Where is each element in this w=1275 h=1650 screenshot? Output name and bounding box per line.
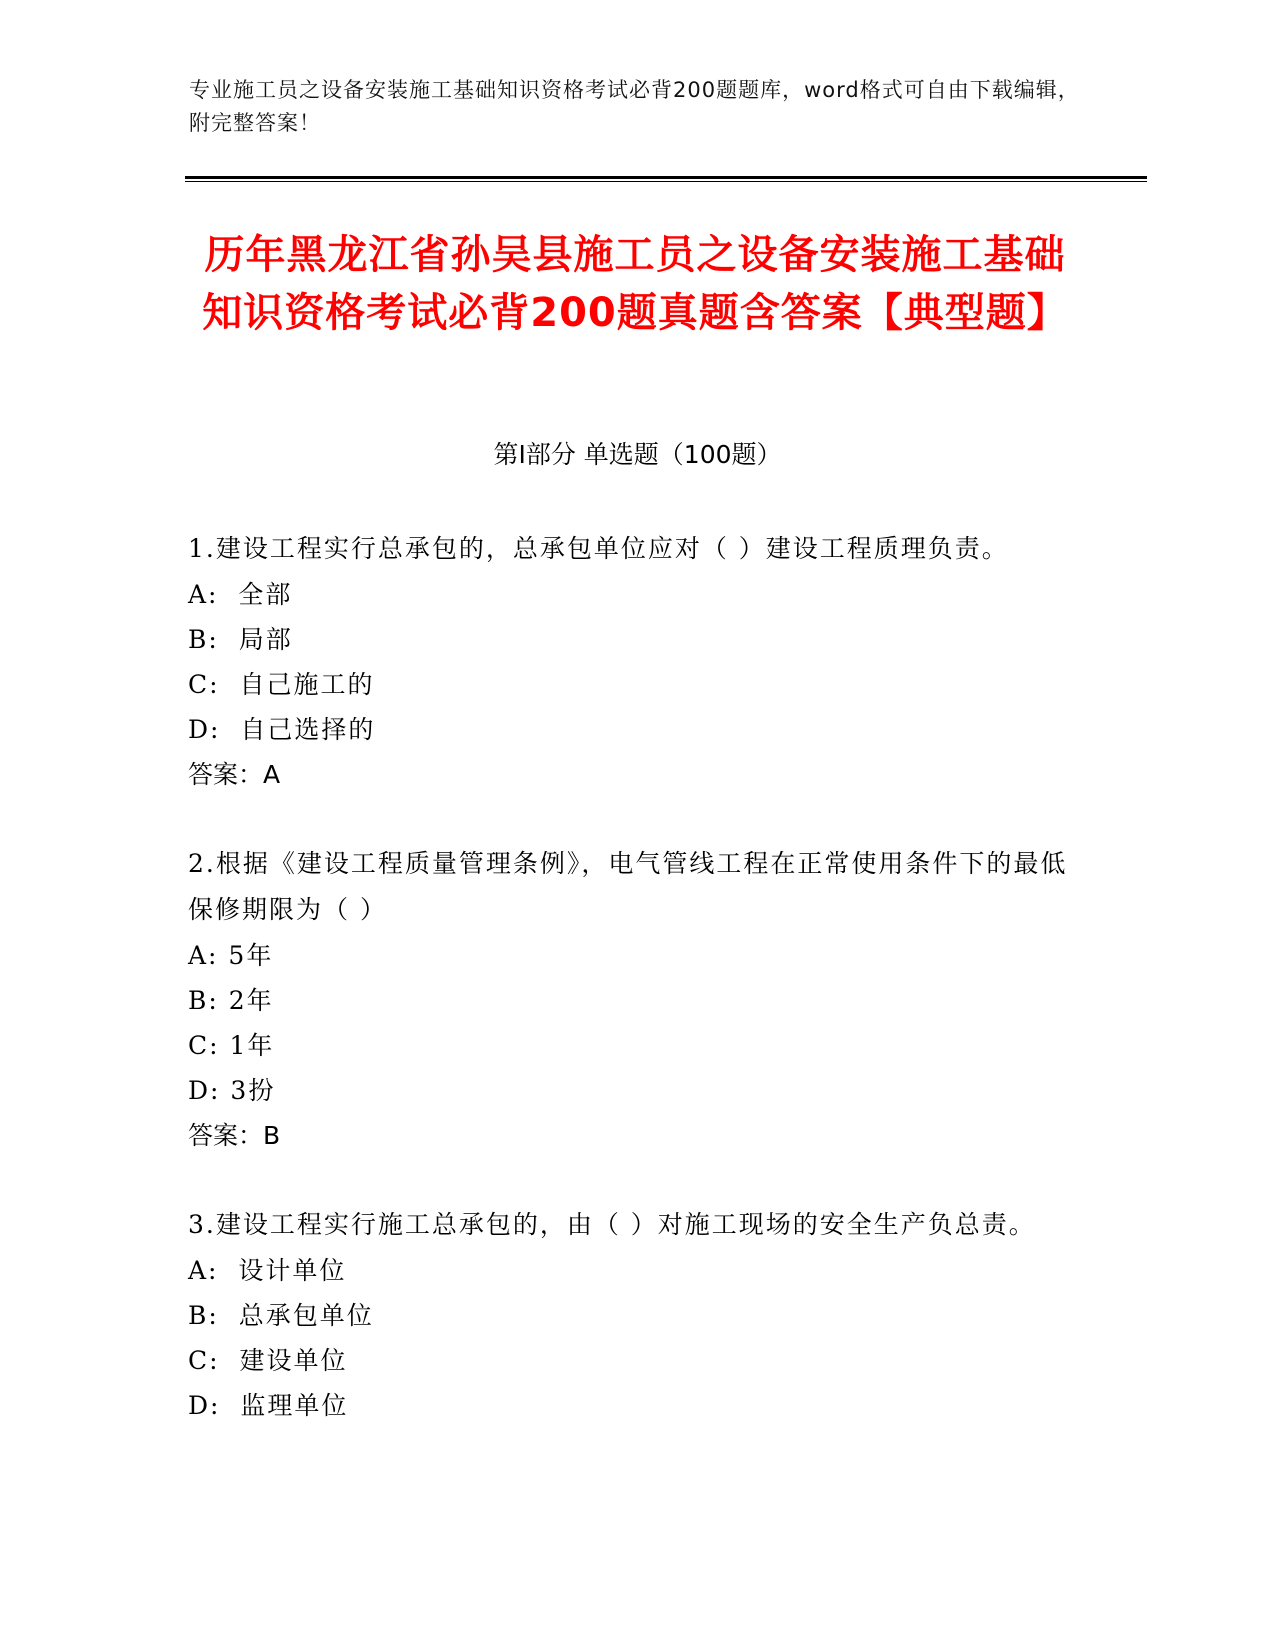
- option-d: D: 自己选择的: [188, 715, 376, 744]
- header-note: 专业施工员之设备安装施工基础知识资格考试必背200题题库，word格式可自由下载编辑，附完整答案！: [189, 78, 1080, 135]
- header-divider: [185, 176, 1147, 179]
- question-list: [188, 526, 1078, 1472]
- header-divider-thin: [185, 181, 1147, 182]
- answer: 答案：A: [188, 760, 281, 789]
- option-b: B: 局部: [188, 625, 293, 654]
- answer: 答案：B: [188, 1121, 281, 1150]
- section-title: 第I部分 单选题（100题）: [493, 440, 782, 469]
- option-a: A: 全部: [188, 580, 293, 609]
- option-c: C: 自己施工的: [188, 670, 375, 699]
- question-stem: 3.建设工程实行施工总承包的，由（ ）对施工现场的安全生产负总责。: [188, 1210, 1036, 1239]
- option-c: C: 建设单位: [188, 1346, 348, 1375]
- option-b: B: 2年: [188, 986, 274, 1015]
- question-2: [188, 841, 1078, 1158]
- question-1: [188, 526, 1078, 797]
- question-stem: 1.建设工程实行总承包的，总承包单位应对（ ）建设工程质理负责。: [188, 534, 1009, 563]
- option-b: B: 总承包单位: [188, 1301, 374, 1330]
- question-3: [188, 1202, 1078, 1428]
- question-stem: 2.根据《建设工程质量管理条例》，电气管线工程在正常使用条件下的最低保修期限为（ ）: [188, 849, 1068, 924]
- option-d: D: 3扮: [188, 1076, 276, 1105]
- document-title: 历年黑龙江省孙吴县施工员之设备安装施工基础知识资格考试必背200题真题含答案【典型题】: [202, 232, 1068, 336]
- option-a: A: 5年: [188, 941, 274, 970]
- option-c: C: 1年: [188, 1031, 275, 1060]
- option-a: A: 设计单位: [188, 1256, 347, 1285]
- option-d: D: 监理单位: [188, 1391, 349, 1420]
